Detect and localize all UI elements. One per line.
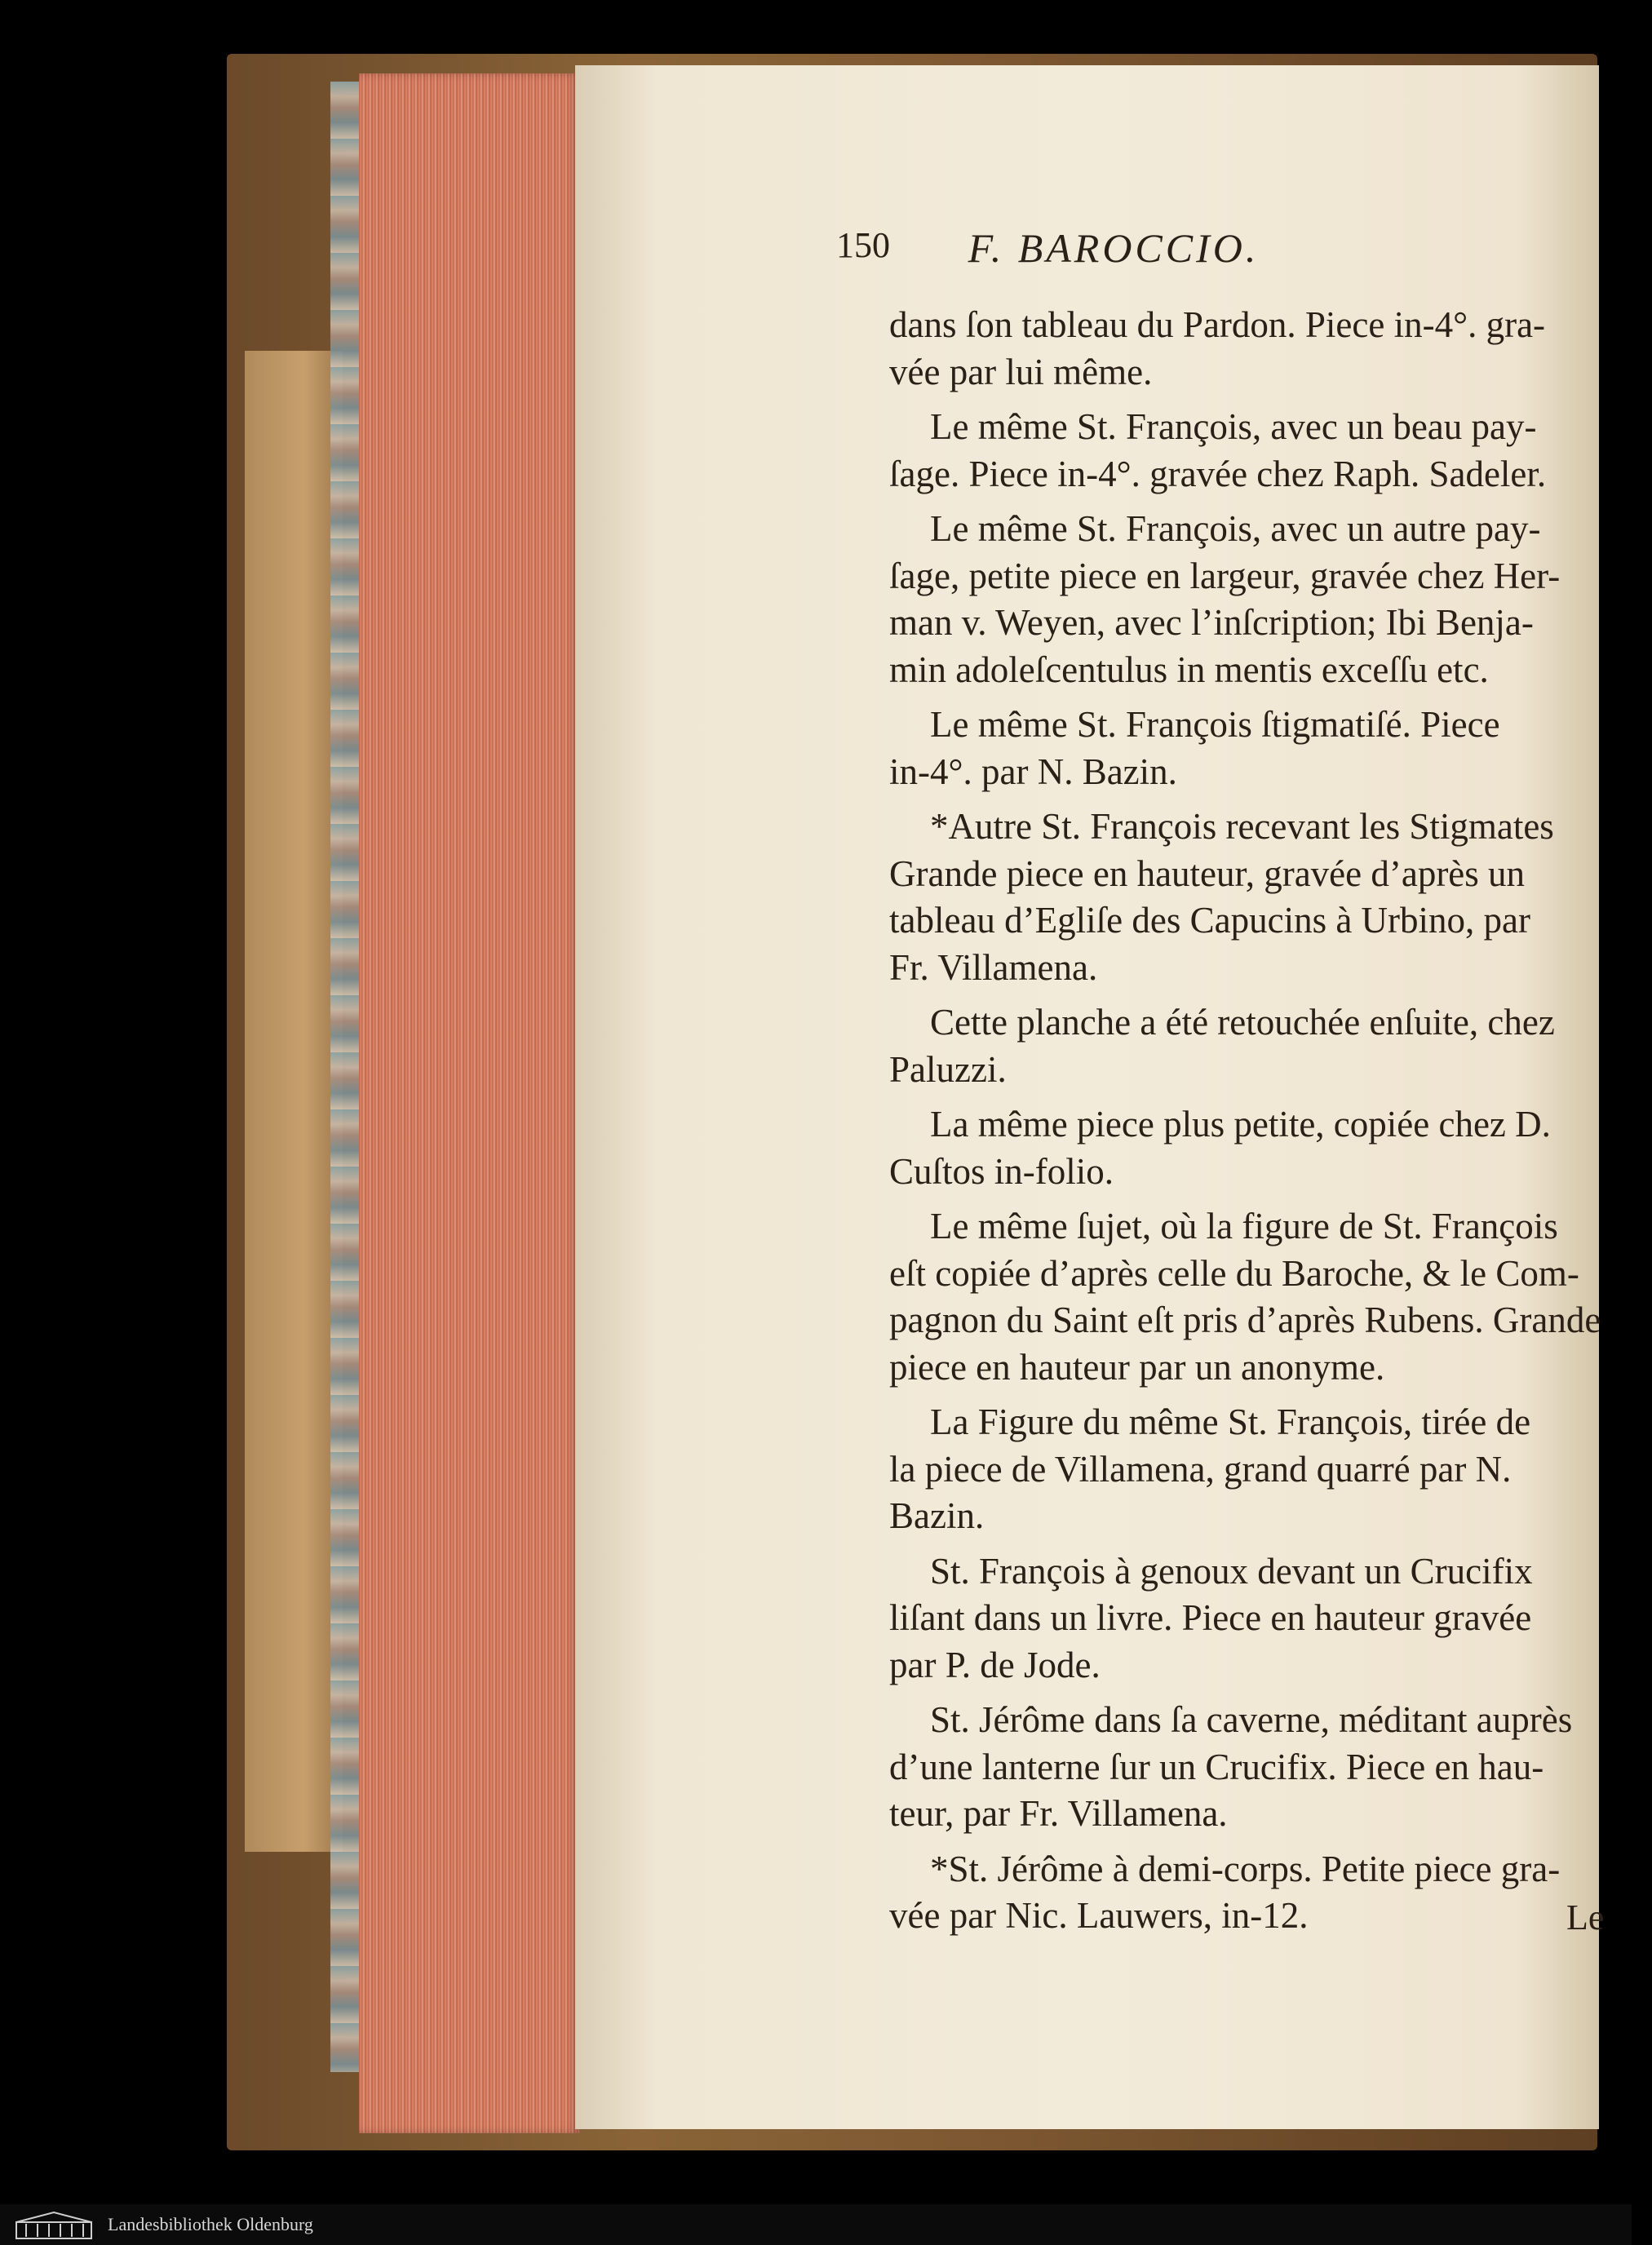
text-line: eſt copiée d’après celle du Baroche, & le Com- [889,1252,1579,1294]
text-line: *Autre St. François recevant les Stigmates [930,806,1554,847]
text-line: La même piece plus petite, copiée chez D. [930,1104,1551,1145]
text-line: St. Jérôme dans ſa caverne, méditant auprès [930,1699,1573,1740]
book-page [575,65,1605,2129]
text-line: Bazin. [889,1495,985,1536]
text-line: Le même ſujet, où la figure de St. François [930,1206,1558,1246]
text-line: vée par Nic. Lauwers, in-12. [889,1895,1309,1936]
text-line: vée par lui même. [889,351,1153,392]
flyleaf-edge [245,351,343,1852]
text-line: teur, par Fr. Villamena. [889,1793,1228,1834]
text-line: pagnon du Saint eſt pris d’après Rubens. Grande [889,1300,1601,1340]
text-line: Grande piece en hauteur, gravée d’après un [889,852,1526,894]
text-line: liſant dans un livre. Piece en hauteur gravée [889,1597,1532,1638]
text-line: ſage, petite piece en largeur, gravée chez Her- [889,555,1561,596]
text-line: Le même St. François, avec un autre pay- [930,508,1541,549]
library-building-icon [15,2211,93,2240]
text-line: La Figure du même St. François, tirée de [930,1401,1531,1442]
text-line: Fr. Villamena. [889,946,1098,988]
text-line: Le même St. François ſtigmatiſé. Piece [930,704,1500,745]
text-line: Cuſtos in-folio. [889,1150,1114,1192]
text-line: *St. Jérôme à demi-corps. Petite piece gra- [930,1848,1561,1889]
text-line: St. François à genoux devant un Crucifix [930,1550,1533,1592]
text-line: man v. Weyen, avec l’inſcription; Ibi Benja- [889,602,1534,643]
text-line: dans ſon tableau du Pardon. Piece in-4°. gra- [889,304,1546,345]
text-line: min adoleſcentulus in mentis exceſſu etc. [889,649,1489,690]
text-line: Paluzzi. [889,1048,1007,1090]
text-line: la piece de Villamena, grand quarré par N. [889,1448,1512,1490]
text-line: piece en hauteur par un anonyme. [889,1346,1385,1388]
page-fore-edge [359,73,579,2133]
page-body [889,302,1628,1940]
text-line: Cette planche a été retouchée enſuite, chez [930,1002,1555,1043]
text-line: Le même St. François, avec un beau pay- [930,406,1537,447]
text-line: par P. de Jode. [889,1644,1101,1685]
marbled-endpaper [330,82,363,2072]
text-line: d’une lanterne ſur un Crucifix. Piece en hau- [889,1746,1544,1787]
catchword: Le [1566,1897,1605,1937]
page-title: F. BAROCCIO. [968,225,1260,271]
text-line: ſage. Piece in-4°. gravée chez Raph. Sadeler. [889,453,1547,494]
footer-bar [0,2204,1632,2245]
library-name: Landesbibliothek Oldenburg [108,2214,313,2234]
page-number: 150 [836,225,890,265]
text-line: in-4°. par N. Bazin. [889,751,1177,792]
text-line: tableau d’Egliſe des Capucins à Urbino, par [889,900,1531,941]
